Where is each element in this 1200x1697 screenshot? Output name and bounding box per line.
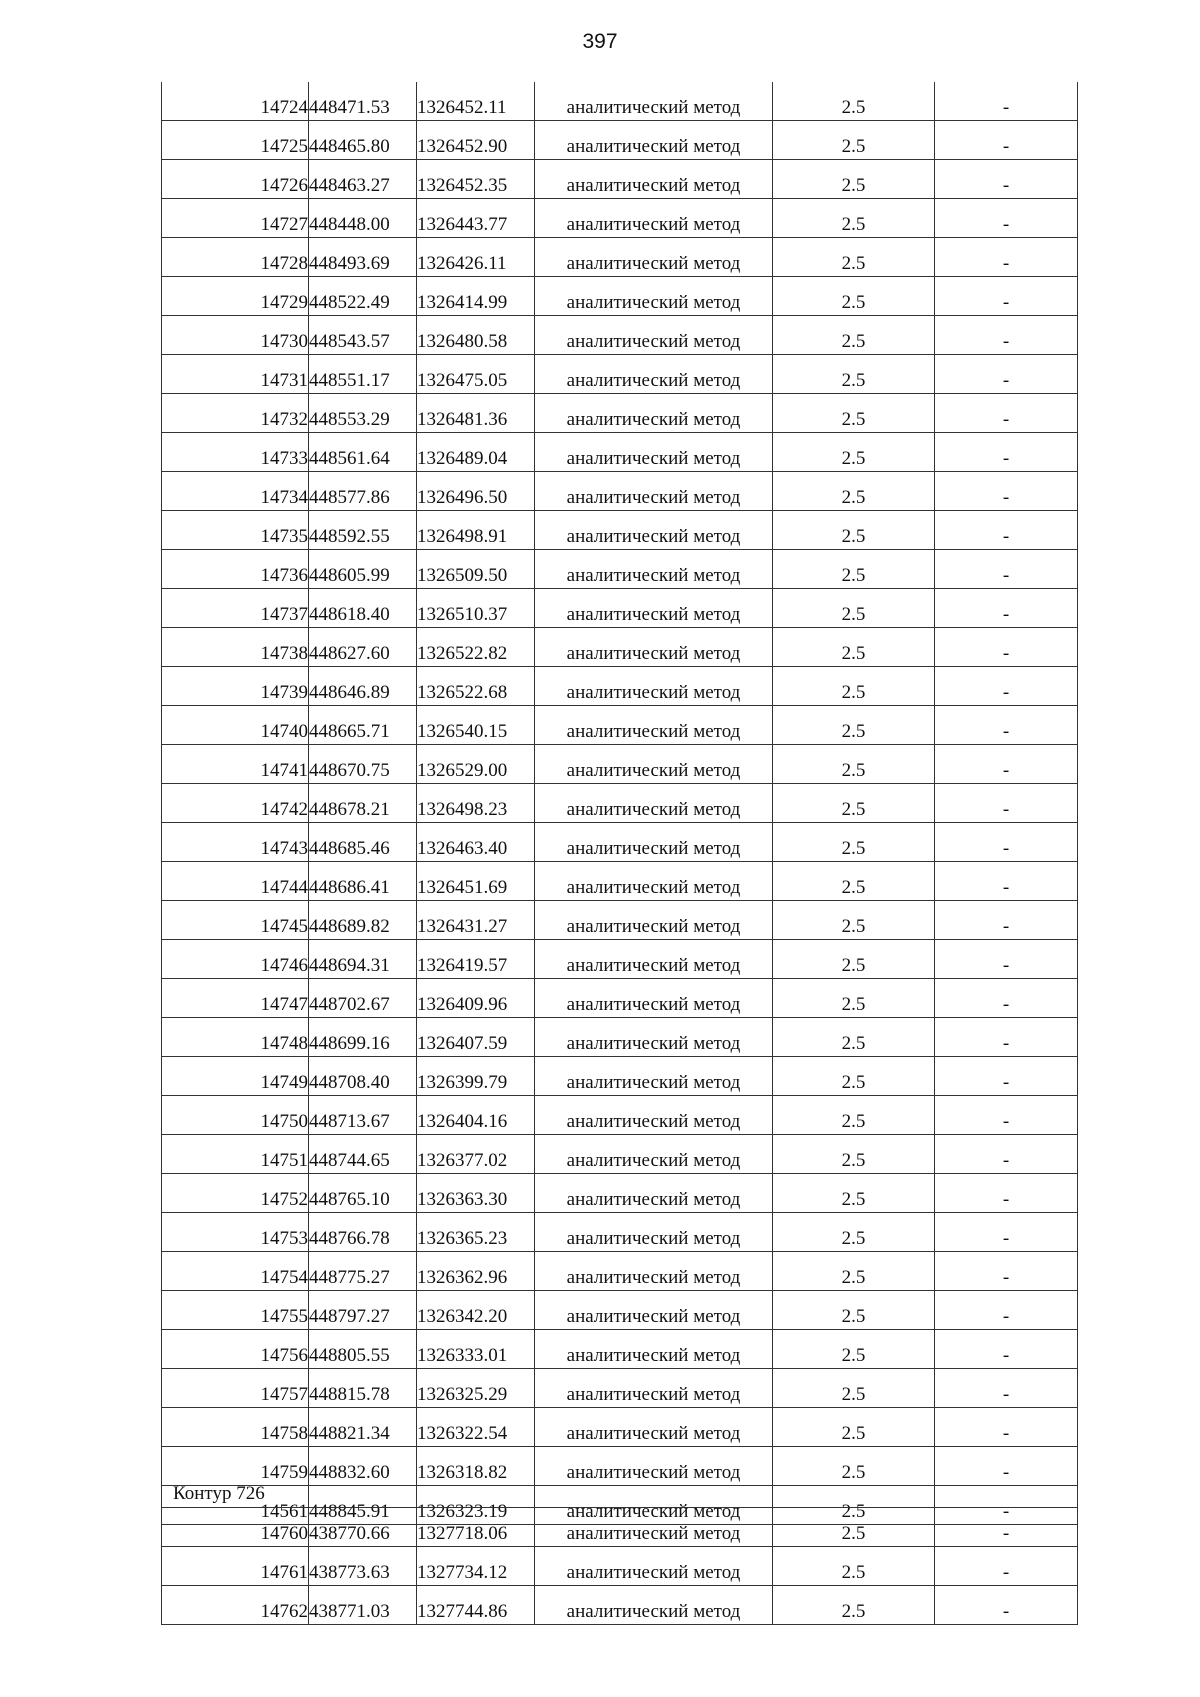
y-coordinate-cell: 1326498.23 bbox=[417, 784, 535, 823]
method-cell: аналитический метод bbox=[535, 745, 773, 784]
note-cell: - bbox=[935, 667, 1078, 706]
table-row bbox=[162, 1018, 1078, 1057]
point-number-cell: 14746 bbox=[162, 940, 309, 979]
table-row bbox=[162, 160, 1078, 199]
point-number-cell: 14737 bbox=[162, 589, 309, 628]
point-number-cell: 14728 bbox=[162, 238, 309, 277]
method-cell: аналитический метод bbox=[535, 1174, 773, 1213]
accuracy-cell: 2.5 bbox=[773, 511, 935, 550]
method-cell: аналитический метод bbox=[535, 1135, 773, 1174]
point-number-cell: 14726 bbox=[162, 160, 309, 199]
x-coordinate-cell: 448493.69 bbox=[309, 238, 417, 277]
method-cell: аналитический метод bbox=[535, 316, 773, 355]
x-coordinate-cell: 448561.64 bbox=[309, 433, 417, 472]
method-cell: аналитический метод bbox=[535, 1408, 773, 1447]
accuracy-cell: 2.5 bbox=[773, 82, 935, 121]
method-cell: аналитический метод bbox=[535, 628, 773, 667]
table-row bbox=[162, 1096, 1078, 1135]
method-cell: аналитический метод bbox=[535, 1486, 773, 1525]
note-cell: - bbox=[935, 1447, 1078, 1486]
point-number-cell: 14727 bbox=[162, 199, 309, 238]
note-cell: - bbox=[935, 1057, 1078, 1096]
table-row bbox=[162, 1330, 1078, 1369]
x-coordinate-cell: 448465.80 bbox=[309, 121, 417, 160]
x-coordinate-cell: 448670.75 bbox=[309, 745, 417, 784]
accuracy-cell: 2.5 bbox=[773, 901, 935, 940]
method-cell: аналитический метод bbox=[535, 1213, 773, 1252]
method-cell: аналитический метод bbox=[535, 238, 773, 277]
accuracy-cell: 2.5 bbox=[773, 784, 935, 823]
y-coordinate-cell: 1326318.82 bbox=[417, 1447, 535, 1486]
point-number-cell: 14732 bbox=[162, 394, 309, 433]
x-coordinate-cell: 448463.27 bbox=[309, 160, 417, 199]
point-number-cell: 14730 bbox=[162, 316, 309, 355]
table-row bbox=[162, 745, 1078, 784]
x-coordinate-cell: 448522.49 bbox=[309, 277, 417, 316]
point-number-cell: 14750 bbox=[162, 1096, 309, 1135]
method-cell: аналитический метод bbox=[535, 511, 773, 550]
table-row bbox=[162, 277, 1078, 316]
point-number-cell: 14725 bbox=[162, 121, 309, 160]
point-number-cell: 14724 bbox=[162, 82, 309, 121]
table-row bbox=[162, 472, 1078, 511]
y-coordinate-cell: 1326409.96 bbox=[417, 979, 535, 1018]
note-cell: - bbox=[935, 628, 1078, 667]
point-number-cell: 14755 bbox=[162, 1291, 309, 1330]
accuracy-cell: 2.5 bbox=[773, 1547, 935, 1586]
x-coordinate-cell: 448797.27 bbox=[309, 1291, 417, 1330]
table-row bbox=[162, 433, 1078, 472]
x-coordinate-cell: 448832.60 bbox=[309, 1447, 417, 1486]
method-cell: аналитический метод bbox=[535, 433, 773, 472]
accuracy-cell: 2.5 bbox=[773, 1252, 935, 1291]
x-coordinate-cell: 448694.31 bbox=[309, 940, 417, 979]
table-row bbox=[162, 1447, 1078, 1486]
note-cell: - bbox=[935, 1096, 1078, 1135]
x-coordinate-cell: 448543.57 bbox=[309, 316, 417, 355]
method-cell: аналитический метод bbox=[535, 784, 773, 823]
x-coordinate-cell: 438771.03 bbox=[309, 1586, 417, 1625]
y-coordinate-cell: 1326399.79 bbox=[417, 1057, 535, 1096]
y-coordinate-cell: 1326481.36 bbox=[417, 394, 535, 433]
accuracy-cell: 2.5 bbox=[773, 1018, 935, 1057]
note-cell: - bbox=[935, 394, 1078, 433]
x-coordinate-cell: 448744.65 bbox=[309, 1135, 417, 1174]
point-number-cell: 14749 bbox=[162, 1057, 309, 1096]
y-coordinate-cell: 1326475.05 bbox=[417, 355, 535, 394]
accuracy-cell: 2.5 bbox=[773, 1408, 935, 1447]
point-number-cell: 14762 bbox=[162, 1586, 309, 1625]
accuracy-cell: 2.5 bbox=[773, 745, 935, 784]
x-coordinate-cell: 448665.71 bbox=[309, 706, 417, 745]
point-number-cell: 14736 bbox=[162, 550, 309, 589]
method-cell: аналитический метод bbox=[535, 1447, 773, 1486]
x-coordinate-cell: 448553.29 bbox=[309, 394, 417, 433]
table-row bbox=[162, 589, 1078, 628]
y-coordinate-cell: 1326522.68 bbox=[417, 667, 535, 706]
point-number-cell: 14760 bbox=[162, 1508, 309, 1547]
x-coordinate-cell: 448821.34 bbox=[309, 1408, 417, 1447]
point-number-cell: 14733 bbox=[162, 433, 309, 472]
method-cell: аналитический метод bbox=[535, 82, 773, 121]
note-cell: - bbox=[935, 823, 1078, 862]
table-row bbox=[162, 1174, 1078, 1213]
page-number: 397 bbox=[582, 30, 618, 53]
table-row bbox=[162, 1213, 1078, 1252]
table-row bbox=[162, 511, 1078, 550]
method-cell: аналитический метод bbox=[535, 1096, 773, 1135]
accuracy-cell: 2.5 bbox=[773, 706, 935, 745]
y-coordinate-cell: 1326426.11 bbox=[417, 238, 535, 277]
y-coordinate-cell: 1326443.77 bbox=[417, 199, 535, 238]
method-cell: аналитический метод bbox=[535, 199, 773, 238]
accuracy-cell: 2.5 bbox=[773, 238, 935, 277]
x-coordinate-cell: 438773.63 bbox=[309, 1547, 417, 1586]
x-coordinate-cell: 448708.40 bbox=[309, 1057, 417, 1096]
y-coordinate-cell: 1326325.29 bbox=[417, 1369, 535, 1408]
x-coordinate-cell: 448592.55 bbox=[309, 511, 417, 550]
y-coordinate-cell: 1326377.02 bbox=[417, 1135, 535, 1174]
method-cell: аналитический метод bbox=[535, 550, 773, 589]
method-cell: аналитический метод bbox=[535, 823, 773, 862]
note-cell: - bbox=[935, 1330, 1078, 1369]
method-cell: аналитический метод bbox=[535, 1291, 773, 1330]
method-cell: аналитический метод bbox=[535, 1018, 773, 1057]
point-number-cell: 14741 bbox=[162, 745, 309, 784]
method-cell: аналитический метод bbox=[535, 1057, 773, 1096]
y-coordinate-cell: 1326510.37 bbox=[417, 589, 535, 628]
y-coordinate-cell: 1327744.86 bbox=[417, 1586, 535, 1625]
x-coordinate-cell: 448815.78 bbox=[309, 1369, 417, 1408]
point-number-cell: 14739 bbox=[162, 667, 309, 706]
table-row bbox=[162, 1586, 1078, 1625]
note-cell: - bbox=[935, 862, 1078, 901]
note-cell: - bbox=[935, 979, 1078, 1018]
point-number-cell: 14747 bbox=[162, 979, 309, 1018]
contour-coordinates-table bbox=[161, 1507, 1078, 1625]
table-row bbox=[162, 667, 1078, 706]
accuracy-cell: 2.5 bbox=[773, 667, 935, 706]
accuracy-cell: 2.5 bbox=[773, 979, 935, 1018]
table-row bbox=[162, 1057, 1078, 1096]
y-coordinate-cell: 1326498.91 bbox=[417, 511, 535, 550]
point-number-cell: 14757 bbox=[162, 1369, 309, 1408]
y-coordinate-cell: 1326323.19 bbox=[417, 1486, 535, 1525]
x-coordinate-cell: 448678.21 bbox=[309, 784, 417, 823]
y-coordinate-cell: 1326407.59 bbox=[417, 1018, 535, 1057]
y-coordinate-cell: 1326480.58 bbox=[417, 316, 535, 355]
table-row bbox=[162, 979, 1078, 1018]
note-cell: - bbox=[935, 355, 1078, 394]
table-row bbox=[162, 940, 1078, 979]
point-number-cell: 14729 bbox=[162, 277, 309, 316]
accuracy-cell: 2.5 bbox=[773, 472, 935, 511]
table-row bbox=[162, 238, 1078, 277]
point-number-cell: 14738 bbox=[162, 628, 309, 667]
y-coordinate-cell: 1326322.54 bbox=[417, 1408, 535, 1447]
note-cell: - bbox=[935, 1291, 1078, 1330]
method-cell: аналитический метод bbox=[535, 1586, 773, 1625]
note-cell: - bbox=[935, 277, 1078, 316]
x-coordinate-cell: 448577.86 bbox=[309, 472, 417, 511]
point-number-cell: 14734 bbox=[162, 472, 309, 511]
table-row bbox=[162, 901, 1078, 940]
accuracy-cell: 2.5 bbox=[773, 823, 935, 862]
note-cell: - bbox=[935, 1547, 1078, 1586]
note-cell: - bbox=[935, 1174, 1078, 1213]
x-coordinate-cell: 448775.27 bbox=[309, 1252, 417, 1291]
y-coordinate-cell: 1326509.50 bbox=[417, 550, 535, 589]
x-coordinate-cell: 448605.99 bbox=[309, 550, 417, 589]
y-coordinate-cell: 1326529.00 bbox=[417, 745, 535, 784]
point-number-cell: 14561 bbox=[162, 1486, 309, 1525]
point-number-cell: 14735 bbox=[162, 511, 309, 550]
accuracy-cell: 2.5 bbox=[773, 1213, 935, 1252]
method-cell: аналитический метод bbox=[535, 901, 773, 940]
accuracy-cell: 2.5 bbox=[773, 160, 935, 199]
x-coordinate-cell: 438770.66 bbox=[309, 1508, 417, 1547]
x-coordinate-cell: 448766.78 bbox=[309, 1213, 417, 1252]
note-cell: - bbox=[935, 1213, 1078, 1252]
y-coordinate-cell: 1326489.04 bbox=[417, 433, 535, 472]
method-cell: аналитический метод bbox=[535, 589, 773, 628]
point-number-cell: 14731 bbox=[162, 355, 309, 394]
table-row bbox=[162, 628, 1078, 667]
accuracy-cell: 2.5 bbox=[773, 1447, 935, 1486]
note-cell: - bbox=[935, 121, 1078, 160]
point-number-cell: 14751 bbox=[162, 1135, 309, 1174]
y-coordinate-cell: 1326342.20 bbox=[417, 1291, 535, 1330]
accuracy-cell: 2.5 bbox=[773, 589, 935, 628]
accuracy-cell: 2.5 bbox=[773, 940, 935, 979]
table-row bbox=[162, 1135, 1078, 1174]
table-row bbox=[162, 355, 1078, 394]
x-coordinate-cell: 448646.89 bbox=[309, 667, 417, 706]
table-row bbox=[162, 121, 1078, 160]
point-number-cell: 14742 bbox=[162, 784, 309, 823]
note-cell: - bbox=[935, 160, 1078, 199]
method-cell: аналитический метод bbox=[535, 1330, 773, 1369]
accuracy-cell: 2.5 bbox=[773, 550, 935, 589]
table-row bbox=[162, 550, 1078, 589]
accuracy-cell: 2.5 bbox=[773, 1291, 935, 1330]
table-row bbox=[162, 1291, 1078, 1330]
accuracy-cell: 2.5 bbox=[773, 1174, 935, 1213]
accuracy-cell: 2.5 bbox=[773, 862, 935, 901]
note-cell: - bbox=[935, 901, 1078, 940]
y-coordinate-cell: 1326362.96 bbox=[417, 1252, 535, 1291]
point-number-cell: 14743 bbox=[162, 823, 309, 862]
point-number-cell: 14752 bbox=[162, 1174, 309, 1213]
accuracy-cell: 2.5 bbox=[773, 1057, 935, 1096]
y-coordinate-cell: 1326540.15 bbox=[417, 706, 535, 745]
point-number-cell: 14748 bbox=[162, 1018, 309, 1057]
point-number-cell: 14744 bbox=[162, 862, 309, 901]
point-number-cell: 14754 bbox=[162, 1252, 309, 1291]
y-coordinate-cell: 1326451.69 bbox=[417, 862, 535, 901]
x-coordinate-cell: 448618.40 bbox=[309, 589, 417, 628]
table-row bbox=[162, 784, 1078, 823]
accuracy-cell: 2.5 bbox=[773, 355, 935, 394]
method-cell: аналитический метод bbox=[535, 472, 773, 511]
x-coordinate-cell: 448627.60 bbox=[309, 628, 417, 667]
note-cell: - bbox=[935, 745, 1078, 784]
point-number-cell: 14756 bbox=[162, 1330, 309, 1369]
y-coordinate-cell: 1326522.82 bbox=[417, 628, 535, 667]
note-cell: - bbox=[935, 1586, 1078, 1625]
note-cell: - bbox=[935, 589, 1078, 628]
method-cell: аналитический метод bbox=[535, 1369, 773, 1408]
method-cell: аналитический метод bbox=[535, 1547, 773, 1586]
x-coordinate-cell: 448448.00 bbox=[309, 199, 417, 238]
table-row bbox=[162, 823, 1078, 862]
x-coordinate-cell: 448686.41 bbox=[309, 862, 417, 901]
method-cell: аналитический метод bbox=[535, 1508, 773, 1547]
accuracy-cell: 2.5 bbox=[773, 121, 935, 160]
y-coordinate-cell: 1326452.90 bbox=[417, 121, 535, 160]
accuracy-cell: 2.5 bbox=[773, 1486, 935, 1525]
table-row bbox=[162, 862, 1078, 901]
accuracy-cell: 2.5 bbox=[773, 277, 935, 316]
note-cell: - bbox=[935, 1408, 1078, 1447]
x-coordinate-cell: 448471.53 bbox=[309, 82, 417, 121]
x-coordinate-cell: 448689.82 bbox=[309, 901, 417, 940]
method-cell: аналитический метод bbox=[535, 706, 773, 745]
table-row bbox=[162, 1547, 1078, 1586]
x-coordinate-cell: 448765.10 bbox=[309, 1174, 417, 1213]
accuracy-cell: 2.5 bbox=[773, 394, 935, 433]
y-coordinate-cell: 1327718.06 bbox=[417, 1508, 535, 1547]
accuracy-cell: 2.5 bbox=[773, 199, 935, 238]
note-cell: - bbox=[935, 238, 1078, 277]
method-cell: аналитический метод bbox=[535, 121, 773, 160]
note-cell: - bbox=[935, 1018, 1078, 1057]
note-cell: - bbox=[935, 1369, 1078, 1408]
table-row bbox=[162, 1508, 1078, 1547]
accuracy-cell: 2.5 bbox=[773, 1135, 935, 1174]
table-row bbox=[162, 1252, 1078, 1291]
method-cell: аналитический метод bbox=[535, 394, 773, 433]
method-cell: аналитический метод bbox=[535, 940, 773, 979]
x-coordinate-cell: 448713.67 bbox=[309, 1096, 417, 1135]
y-coordinate-cell: 1326463.40 bbox=[417, 823, 535, 862]
point-number-cell: 14759 bbox=[162, 1447, 309, 1486]
note-cell: - bbox=[935, 1135, 1078, 1174]
y-coordinate-cell: 1326365.23 bbox=[417, 1213, 535, 1252]
note-cell: - bbox=[935, 199, 1078, 238]
x-coordinate-cell: 448685.46 bbox=[309, 823, 417, 862]
table-row bbox=[162, 1408, 1078, 1447]
note-cell: - bbox=[935, 1508, 1078, 1547]
note-cell: - bbox=[935, 1252, 1078, 1291]
method-cell: аналитический метод bbox=[535, 862, 773, 901]
table-row bbox=[162, 316, 1078, 355]
point-number-cell: 14761 bbox=[162, 1547, 309, 1586]
x-coordinate-cell: 448699.16 bbox=[309, 1018, 417, 1057]
note-cell: - bbox=[935, 1486, 1078, 1525]
y-coordinate-cell: 1326431.27 bbox=[417, 901, 535, 940]
point-number-cell: 14753 bbox=[162, 1213, 309, 1252]
table-row bbox=[162, 1369, 1078, 1408]
y-coordinate-cell: 1326452.11 bbox=[417, 82, 535, 121]
contour-label: Контур 726 bbox=[173, 1483, 265, 1504]
x-coordinate-cell: 448845.91 bbox=[309, 1486, 417, 1525]
note-cell: - bbox=[935, 940, 1078, 979]
y-coordinate-cell: 1326333.01 bbox=[417, 1330, 535, 1369]
y-coordinate-cell: 1326496.50 bbox=[417, 472, 535, 511]
note-cell: - bbox=[935, 472, 1078, 511]
accuracy-cell: 2.5 bbox=[773, 1586, 935, 1625]
note-cell: - bbox=[935, 82, 1078, 121]
x-coordinate-cell: 448551.17 bbox=[309, 355, 417, 394]
y-coordinate-cell: 1326452.35 bbox=[417, 160, 535, 199]
table-row bbox=[162, 706, 1078, 745]
note-cell: - bbox=[935, 511, 1078, 550]
table-row bbox=[162, 199, 1078, 238]
note-cell: - bbox=[935, 550, 1078, 589]
table-row bbox=[162, 82, 1078, 121]
accuracy-cell: 2.5 bbox=[773, 1369, 935, 1408]
y-coordinate-cell: 1326419.57 bbox=[417, 940, 535, 979]
y-coordinate-cell: 1327734.12 bbox=[417, 1547, 535, 1586]
coordinates-table bbox=[161, 82, 1078, 1525]
point-number-cell: 14745 bbox=[162, 901, 309, 940]
point-number-cell: 14758 bbox=[162, 1408, 309, 1447]
accuracy-cell: 2.5 bbox=[773, 1096, 935, 1135]
method-cell: аналитический метод bbox=[535, 355, 773, 394]
accuracy-cell: 2.5 bbox=[773, 316, 935, 355]
accuracy-cell: 2.5 bbox=[773, 433, 935, 472]
note-cell: - bbox=[935, 316, 1078, 355]
x-coordinate-cell: 448805.55 bbox=[309, 1330, 417, 1369]
accuracy-cell: 2.5 bbox=[773, 628, 935, 667]
point-number-cell: 14740 bbox=[162, 706, 309, 745]
y-coordinate-cell: 1326363.30 bbox=[417, 1174, 535, 1213]
x-coordinate-cell: 448702.67 bbox=[309, 979, 417, 1018]
method-cell: аналитический метод bbox=[535, 160, 773, 199]
method-cell: аналитический метод bbox=[535, 1252, 773, 1291]
method-cell: аналитический метод bbox=[535, 277, 773, 316]
accuracy-cell: 2.5 bbox=[773, 1330, 935, 1369]
note-cell: - bbox=[935, 433, 1078, 472]
method-cell: аналитический метод bbox=[535, 979, 773, 1018]
accuracy-cell: 2.5 bbox=[773, 1508, 935, 1547]
y-coordinate-cell: 1326404.16 bbox=[417, 1096, 535, 1135]
note-cell: - bbox=[935, 706, 1078, 745]
y-coordinate-cell: 1326414.99 bbox=[417, 277, 535, 316]
table-row bbox=[162, 394, 1078, 433]
method-cell: аналитический метод bbox=[535, 667, 773, 706]
note-cell: - bbox=[935, 784, 1078, 823]
